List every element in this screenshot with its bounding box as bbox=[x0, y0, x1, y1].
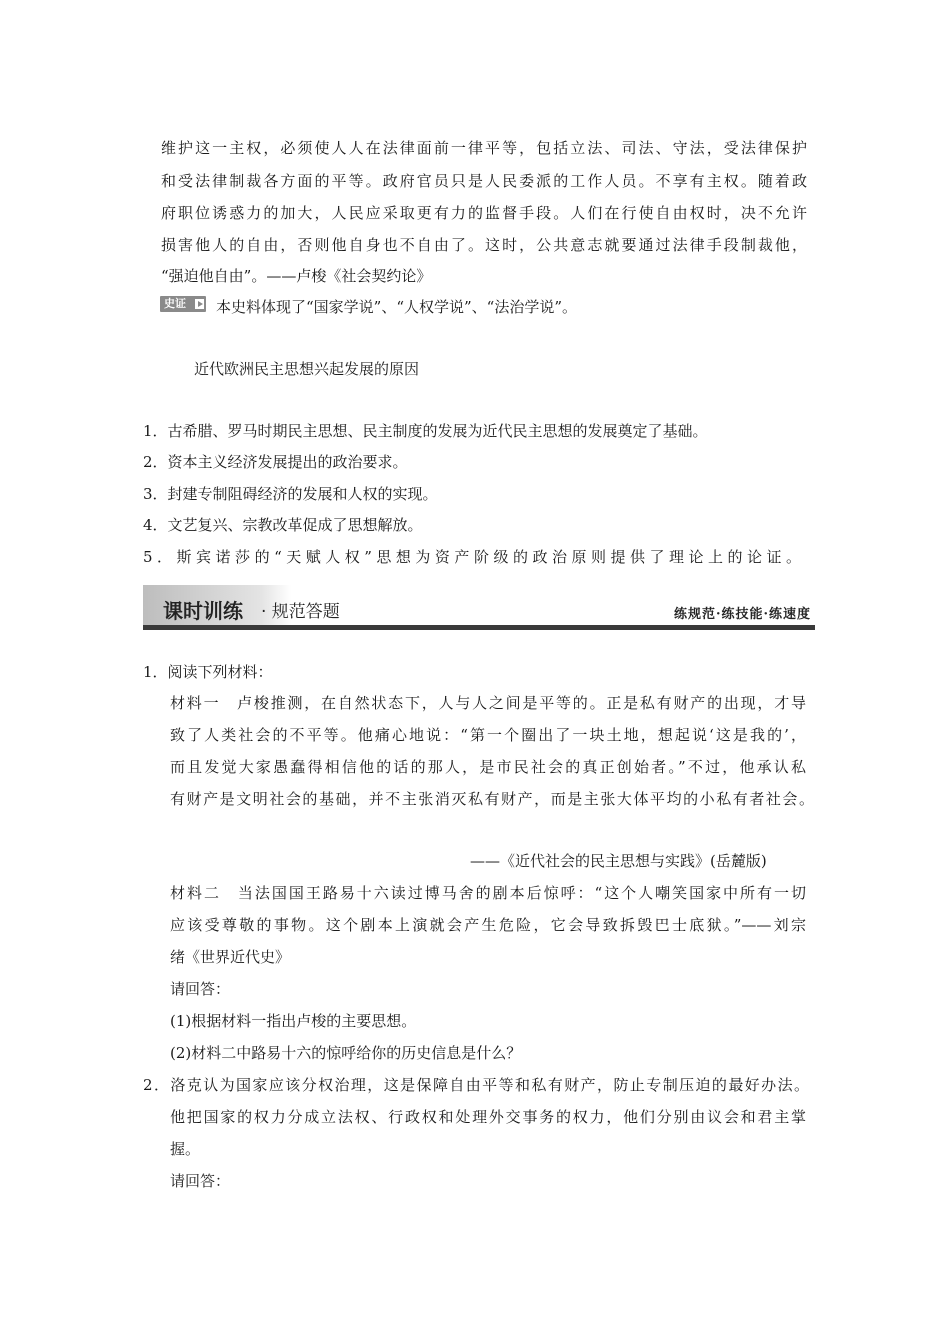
question-prompt: 请回答： bbox=[170, 980, 231, 998]
banner-title: 课时训练 bbox=[163, 599, 243, 623]
shizheng-badge bbox=[160, 296, 206, 312]
list-item: 3．封建专制阻碍经济的发展和人权的实现。 bbox=[143, 485, 438, 503]
material-source: ——《近代社会的民主思想与实践》(岳麓版) bbox=[470, 852, 767, 870]
material-line: 材料二 当法国国王路易十六读过博马舍的剧本后惊呼：“这个人嘲笑国家中所有一切 bbox=[170, 884, 806, 902]
question-line: 握。 bbox=[170, 1140, 201, 1158]
section-heading: 近代欧洲民主思想兴起发展的原因 bbox=[194, 360, 420, 378]
question-line: 他把国家的权力分成立法权、行政权和处理外交事务的权力，他们分别由议会和君主掌 bbox=[170, 1108, 806, 1126]
sub-question: (1)根据材料一指出卢梭的主要思想。 bbox=[170, 1012, 417, 1030]
material-line: 有财产是文明社会的基础，并不主张消灭私有财产，而是主张大体平均的小私有者社会。 bbox=[170, 790, 814, 808]
material-line: 绪《世界近代史》 bbox=[170, 948, 291, 966]
paragraph-line: 维护这一主权，必须使人人在法律面前一律平等，包括立法、司法、守法，受法律保护 bbox=[161, 139, 807, 157]
paragraph-line: 损害他人的自由，否则他自身也不自由了。这时，公共意志就要通过法律手段制裁他， bbox=[161, 236, 807, 254]
arrow-right-icon bbox=[195, 299, 204, 309]
shizheng-badge-label: 史证 bbox=[164, 297, 186, 310]
material-line: 而且发觉大家愚蠢得相信他的话的那人，是市民社会的真正创始者。”不过，他承认私 bbox=[170, 758, 806, 776]
sub-question: (2)材料二中路易十六的惊呼给你的历史信息是什么？ bbox=[170, 1044, 522, 1062]
list-item: 1．古希腊、罗马时期民主思想、民主制度的发展为近代民主思想的发展奠定了基础。 bbox=[143, 422, 708, 440]
banner-slogan: 练规范·练技能·练速度 bbox=[673, 607, 811, 622]
list-item: 2．资本主义经济发展提出的政治要求。 bbox=[143, 453, 408, 471]
question-prompt: 请回答： bbox=[170, 1172, 231, 1190]
banner-subtitle: · 规范答题 bbox=[261, 602, 340, 622]
banner-underline bbox=[143, 625, 815, 630]
shizheng-text: 本史料体现了“国家学说”、“人权学说”、“法治学说”。 bbox=[216, 298, 578, 316]
question-intro: 1．阅读下列材料： bbox=[143, 663, 273, 681]
paragraph-line: “强迫他自由”。——卢梭《社会契约论》 bbox=[161, 267, 432, 285]
material-line: 应该受尊敬的事物。这个剧本上演就会产生危险，它会导致拆毁巴士底狱。”——刘宗 bbox=[170, 916, 806, 934]
material-line: 材料一 卢梭推测，在自然状态下，人与人之间是平等的。正是私有财产的出现，才导 bbox=[170, 694, 806, 712]
section-banner bbox=[143, 585, 815, 632]
question-line: 2．洛克认为国家应该分权治理，这是保障自由平等和私有财产，防止专制压迫的最好办法。 bbox=[143, 1076, 809, 1094]
paragraph-line: 府职位诱惑力的加大，人民应采取更有力的监督手段。人们在行使自由权时，决不允许 bbox=[161, 204, 807, 222]
list-item: 5．斯宾诺莎的“天赋人权”思想为资产阶级的政治原则提供了理论上的论证。 bbox=[143, 548, 801, 566]
paragraph-line: 和受法律制裁各方面的平等。政府官员只是人民委派的工作人员。不享有主权。随着政 bbox=[161, 172, 807, 190]
list-item: 4．文艺复兴、宗教改革促成了思想解放。 bbox=[143, 516, 423, 534]
material-line: 致了人类社会的不平等。他痛心地说：“第一个圈出了一块土地，想起说‘这是我的’， bbox=[170, 726, 806, 744]
